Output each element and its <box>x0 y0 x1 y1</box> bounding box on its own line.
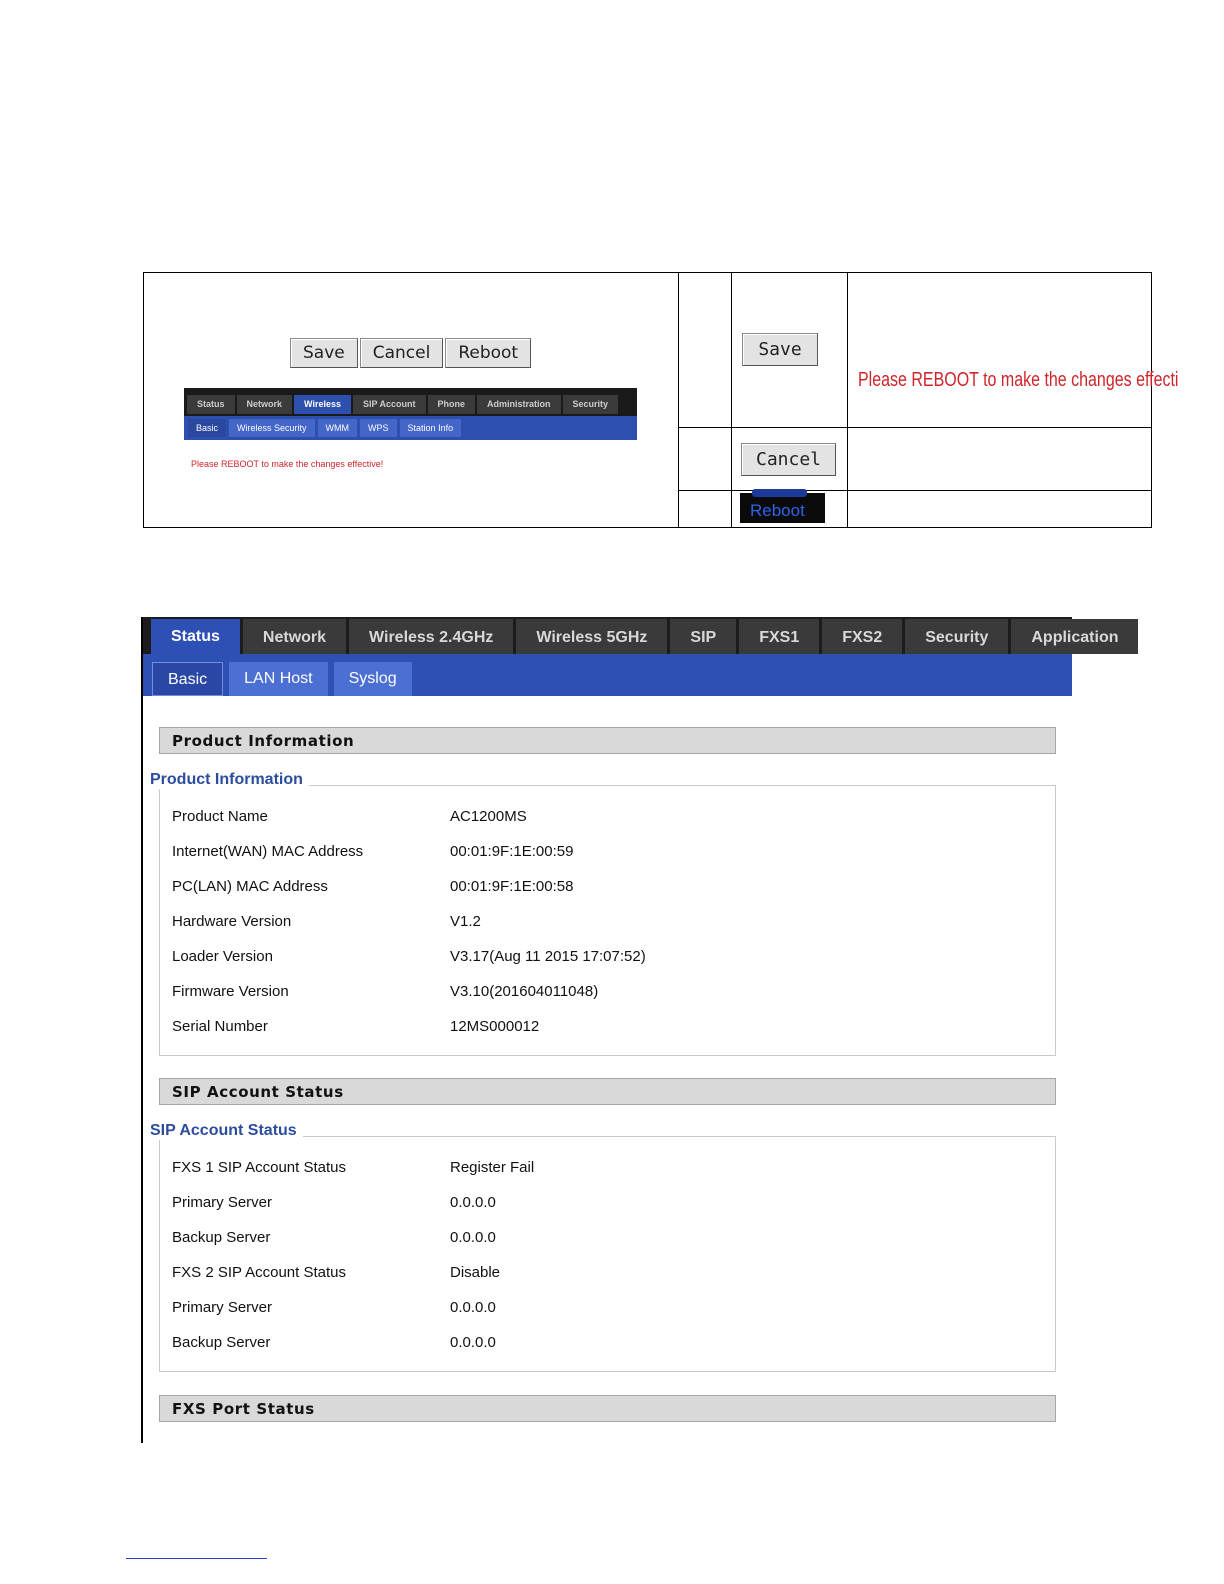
save-description-cell <box>848 273 1179 428</box>
info-label: Primary Server <box>172 1194 273 1211</box>
info-value: V3.10(201604011048) <box>450 983 599 1000</box>
tab-application[interactable]: Application <box>1011 619 1138 654</box>
index-cell <box>679 491 732 528</box>
tab-sip[interactable]: SIP <box>670 619 736 654</box>
tab-network[interactable]: Network <box>243 619 346 654</box>
reboot-note: Please REBOOT to make the changes effecti <box>858 369 1179 391</box>
subtab-basic[interactable]: Basic <box>152 662 223 696</box>
reboot-button-cell <box>732 491 848 528</box>
info-label: Serial Number <box>172 1018 268 1035</box>
mini-subnav-bar <box>184 416 637 440</box>
sip-account-status-legend: SIP Account Status <box>150 1122 303 1140</box>
info-label: Backup Server <box>172 1229 271 1246</box>
mini-screenshot-cell <box>144 273 679 528</box>
mini-tab-security[interactable]: Security <box>563 395 619 414</box>
save-button-cell <box>732 273 848 428</box>
sip-account-status-fieldset <box>150 1122 1056 1372</box>
info-label: Internet(WAN) MAC Address <box>172 843 364 860</box>
mini-subtab-wmm[interactable]: WMM <box>318 419 358 437</box>
info-value: 0.0.0.0 <box>450 1334 496 1351</box>
info-value: 00:01:9F:1E:00:58 <box>450 878 574 895</box>
mini-cancel-button[interactable]: Cancel <box>360 338 444 368</box>
tab-fxs2[interactable]: FXS2 <box>822 619 902 654</box>
cancel-description-cell <box>848 428 1152 491</box>
mini-reboot-button[interactable]: Reboot <box>445 338 531 368</box>
info-label: Hardware Version <box>172 913 292 930</box>
sub-nav-bar <box>143 654 1072 696</box>
cancel-button-cell <box>732 428 848 491</box>
info-value: 00:01:9F:1E:00:59 <box>450 843 574 860</box>
mini-tab-administration[interactable]: Administration <box>477 395 561 414</box>
device-status-page <box>141 617 1119 1443</box>
reboot-description-cell <box>848 491 1152 528</box>
mini-save-button[interactable]: Save <box>290 338 358 368</box>
mini-reboot-note: Please REBOOT to make the changes effective! <box>191 459 384 469</box>
mini-tab-wireless[interactable]: Wireless <box>294 395 351 414</box>
tab-security[interactable]: Security <box>905 619 1008 654</box>
index-cell <box>679 428 732 491</box>
footer-link-underline <box>126 1558 267 1559</box>
reboot-button[interactable]: Reboot <box>740 493 825 523</box>
info-label: PC(LAN) MAC Address <box>172 878 328 895</box>
info-value: V3.17(Aug 11 2015 17:07:52) <box>450 948 646 965</box>
info-value: 0.0.0.0 <box>450 1194 496 1211</box>
info-value: Register Fail <box>450 1159 535 1176</box>
info-label: FXS 2 SIP Account Status <box>172 1264 346 1281</box>
cancel-button[interactable]: Cancel <box>741 443 836 476</box>
mini-tab-network[interactable]: Network <box>237 395 293 414</box>
info-value: 0.0.0.0 <box>450 1229 496 1246</box>
tab-wireless-24ghz[interactable]: Wireless 2.4GHz <box>349 619 513 654</box>
info-label: Firmware Version <box>172 983 289 1000</box>
mini-subtab-station-info[interactable]: Station Info <box>400 419 462 437</box>
tab-fxs1[interactable]: FXS1 <box>739 619 819 654</box>
mini-subtab-wps[interactable]: WPS <box>360 419 397 437</box>
product-information-fieldset <box>150 771 1056 1056</box>
info-value: V1.2 <box>450 913 481 930</box>
save-button[interactable]: Save <box>742 333 818 366</box>
mini-nav-bar <box>184 388 637 440</box>
info-label: Loader Version <box>172 948 273 965</box>
reference-table <box>143 272 1179 528</box>
fxs-port-status-header: FXS Port Status <box>159 1395 1056 1422</box>
product-information-legend: Product Information <box>150 771 309 789</box>
sip-account-status-header: SIP Account Status <box>159 1078 1056 1105</box>
mini-tab-phone[interactable]: Phone <box>428 395 476 414</box>
subtab-lan-host[interactable]: LAN Host <box>229 662 327 696</box>
info-label: Backup Server <box>172 1334 271 1351</box>
product-information-header: Product Information <box>159 727 1056 754</box>
mini-tab-status[interactable]: Status <box>187 395 235 414</box>
tab-wireless-5ghz[interactable]: Wireless 5GHz <box>516 619 667 654</box>
info-label: Product Name <box>172 808 268 825</box>
mini-tab-sip-account[interactable]: SIP Account <box>353 395 426 414</box>
mini-subtab-wireless-security[interactable]: Wireless Security <box>229 419 315 437</box>
info-value: AC1200MS <box>450 808 527 825</box>
info-value: 0.0.0.0 <box>450 1299 496 1316</box>
info-label: Primary Server <box>172 1299 273 1316</box>
subtab-syslog[interactable]: Syslog <box>334 662 412 696</box>
tab-status[interactable]: Status <box>151 619 240 654</box>
mini-button-group <box>290 338 531 368</box>
info-value: 12MS000012 <box>450 1018 540 1035</box>
info-label: FXS 1 SIP Account Status <box>172 1159 346 1176</box>
mini-subtab-basic[interactable]: Basic <box>188 419 226 437</box>
index-cell <box>679 273 732 428</box>
info-value: Disable <box>450 1264 501 1281</box>
main-nav-bar <box>143 617 1119 654</box>
